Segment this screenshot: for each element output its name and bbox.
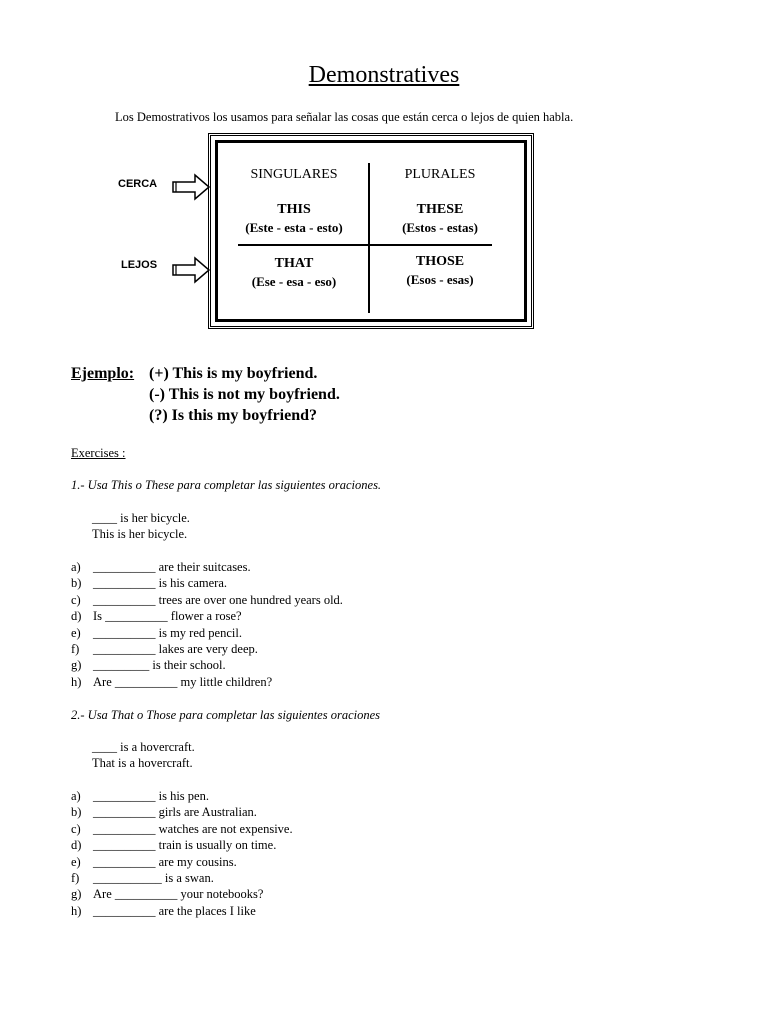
item-text: __________ is his pen. <box>93 789 209 803</box>
cell-this <box>228 201 360 237</box>
exercise-item <box>71 871 214 886</box>
item-letter: h) <box>71 903 82 918</box>
intro-text: Los Demostrativos los usamos para señalar las cosas que están cerca o lejos de quien habla. <box>115 110 574 124</box>
word-this: THIS <box>277 202 311 217</box>
word-that: THAT <box>274 256 314 271</box>
item-letter: a) <box>71 789 81 803</box>
item-text: Are __________ my little children? <box>93 674 273 689</box>
item-letter: d) <box>71 609 82 624</box>
cell-those <box>370 253 510 289</box>
exercise-item <box>71 593 343 608</box>
exercise2-instruction: 2.- Usa That o Those para completar las siguientes oraciones <box>71 708 381 722</box>
far-arrow-icon <box>171 256 211 284</box>
exercise-item <box>71 789 209 804</box>
translation-this: (Este - esta - esto) <box>245 220 343 235</box>
exercise-item <box>71 560 251 575</box>
item-text: __________ are the places I like <box>93 903 256 918</box>
exercise1-model-question: ____ is her bicycle. <box>92 511 190 525</box>
item-text: __________ trees are over one hundred years old. <box>93 592 343 607</box>
item-text: Is __________ flower a rose? <box>93 609 242 624</box>
near-arrow-icon <box>171 173 211 201</box>
translation-those: (Esos - esas) <box>406 272 474 287</box>
item-text: Are __________ your notebooks? <box>93 887 264 902</box>
item-text: __________ are my cousins. <box>93 854 237 869</box>
exercise-item <box>71 609 242 624</box>
exercise-item <box>71 855 237 870</box>
exercise-item <box>71 576 227 591</box>
exercise2-model-answer: That is a hovercraft. <box>92 756 193 770</box>
item-text: __________ watches are not expensive. <box>93 821 293 836</box>
exercise-item <box>71 805 257 820</box>
item-letter: b) <box>71 576 82 591</box>
item-text: __________ is his camera. <box>93 576 228 591</box>
item-letter: b) <box>71 805 82 820</box>
translation-these: (Estos - estas) <box>402 220 478 235</box>
cell-that <box>228 255 360 291</box>
demonstratives-table <box>208 133 534 329</box>
exercise-item <box>71 675 272 690</box>
example-line: (?) Is this my boyfriend? <box>149 407 318 424</box>
far-label: LEJOS <box>121 259 158 271</box>
near-label: CERCA <box>118 178 158 190</box>
example-line: (+) This is my boyfriend. <box>149 365 318 382</box>
item-letter: h) <box>71 674 82 689</box>
item-letter: f) <box>71 871 80 885</box>
exercise-item <box>71 838 276 853</box>
exercise2-model-question: ____ is a hovercraft. <box>92 740 195 754</box>
item-letter: c) <box>71 592 81 607</box>
example-line: (-) This is not my boyfriend. <box>149 386 340 403</box>
item-letter: e) <box>71 854 81 869</box>
table-horizontal-divider <box>238 244 492 246</box>
exercise-item <box>71 822 293 837</box>
word-those: THOSE <box>415 254 465 269</box>
item-text: __________ train is usually on time. <box>93 838 277 853</box>
exercises-heading: Exercises : <box>71 446 126 460</box>
example-label: Ejemplo: <box>71 365 135 382</box>
item-text: __________ are their suitcases. <box>93 560 251 574</box>
cell-these <box>370 201 510 237</box>
translation-that: (Ese - esa - eso) <box>251 274 337 289</box>
item-letter: g) <box>71 887 82 902</box>
item-letter: d) <box>71 838 82 853</box>
exercise-item <box>71 887 263 902</box>
item-text: __________ lakes are very deep. <box>93 642 258 656</box>
exercise-item <box>71 642 258 657</box>
item-letter: g) <box>71 658 82 673</box>
item-letter: e) <box>71 625 81 640</box>
exercise-item <box>71 904 256 919</box>
header-singulares: SINGULARES <box>250 167 338 182</box>
item-text: __________ is my red pencil. <box>93 625 242 640</box>
item-text: ___________ is a swan. <box>93 871 214 885</box>
item-letter: a) <box>71 560 81 574</box>
exercise-item <box>71 658 226 673</box>
table-vertical-divider <box>368 163 370 313</box>
item-text: _________ is their school. <box>93 658 226 673</box>
page-title: Demonstratives <box>308 62 460 88</box>
exercise1-model-answer: This is her bicycle. <box>92 527 188 541</box>
exercise-item <box>71 626 242 641</box>
item-letter: c) <box>71 821 81 836</box>
item-text: __________ girls are Australian. <box>93 805 257 820</box>
header-plurales: PLURALES <box>404 167 476 182</box>
word-these: THESE <box>416 202 464 217</box>
exercise1-instruction: 1.- Usa This o These para completar las siguientes oraciones. <box>71 478 382 492</box>
table-inner-border <box>215 140 527 322</box>
item-letter: f) <box>71 642 80 656</box>
